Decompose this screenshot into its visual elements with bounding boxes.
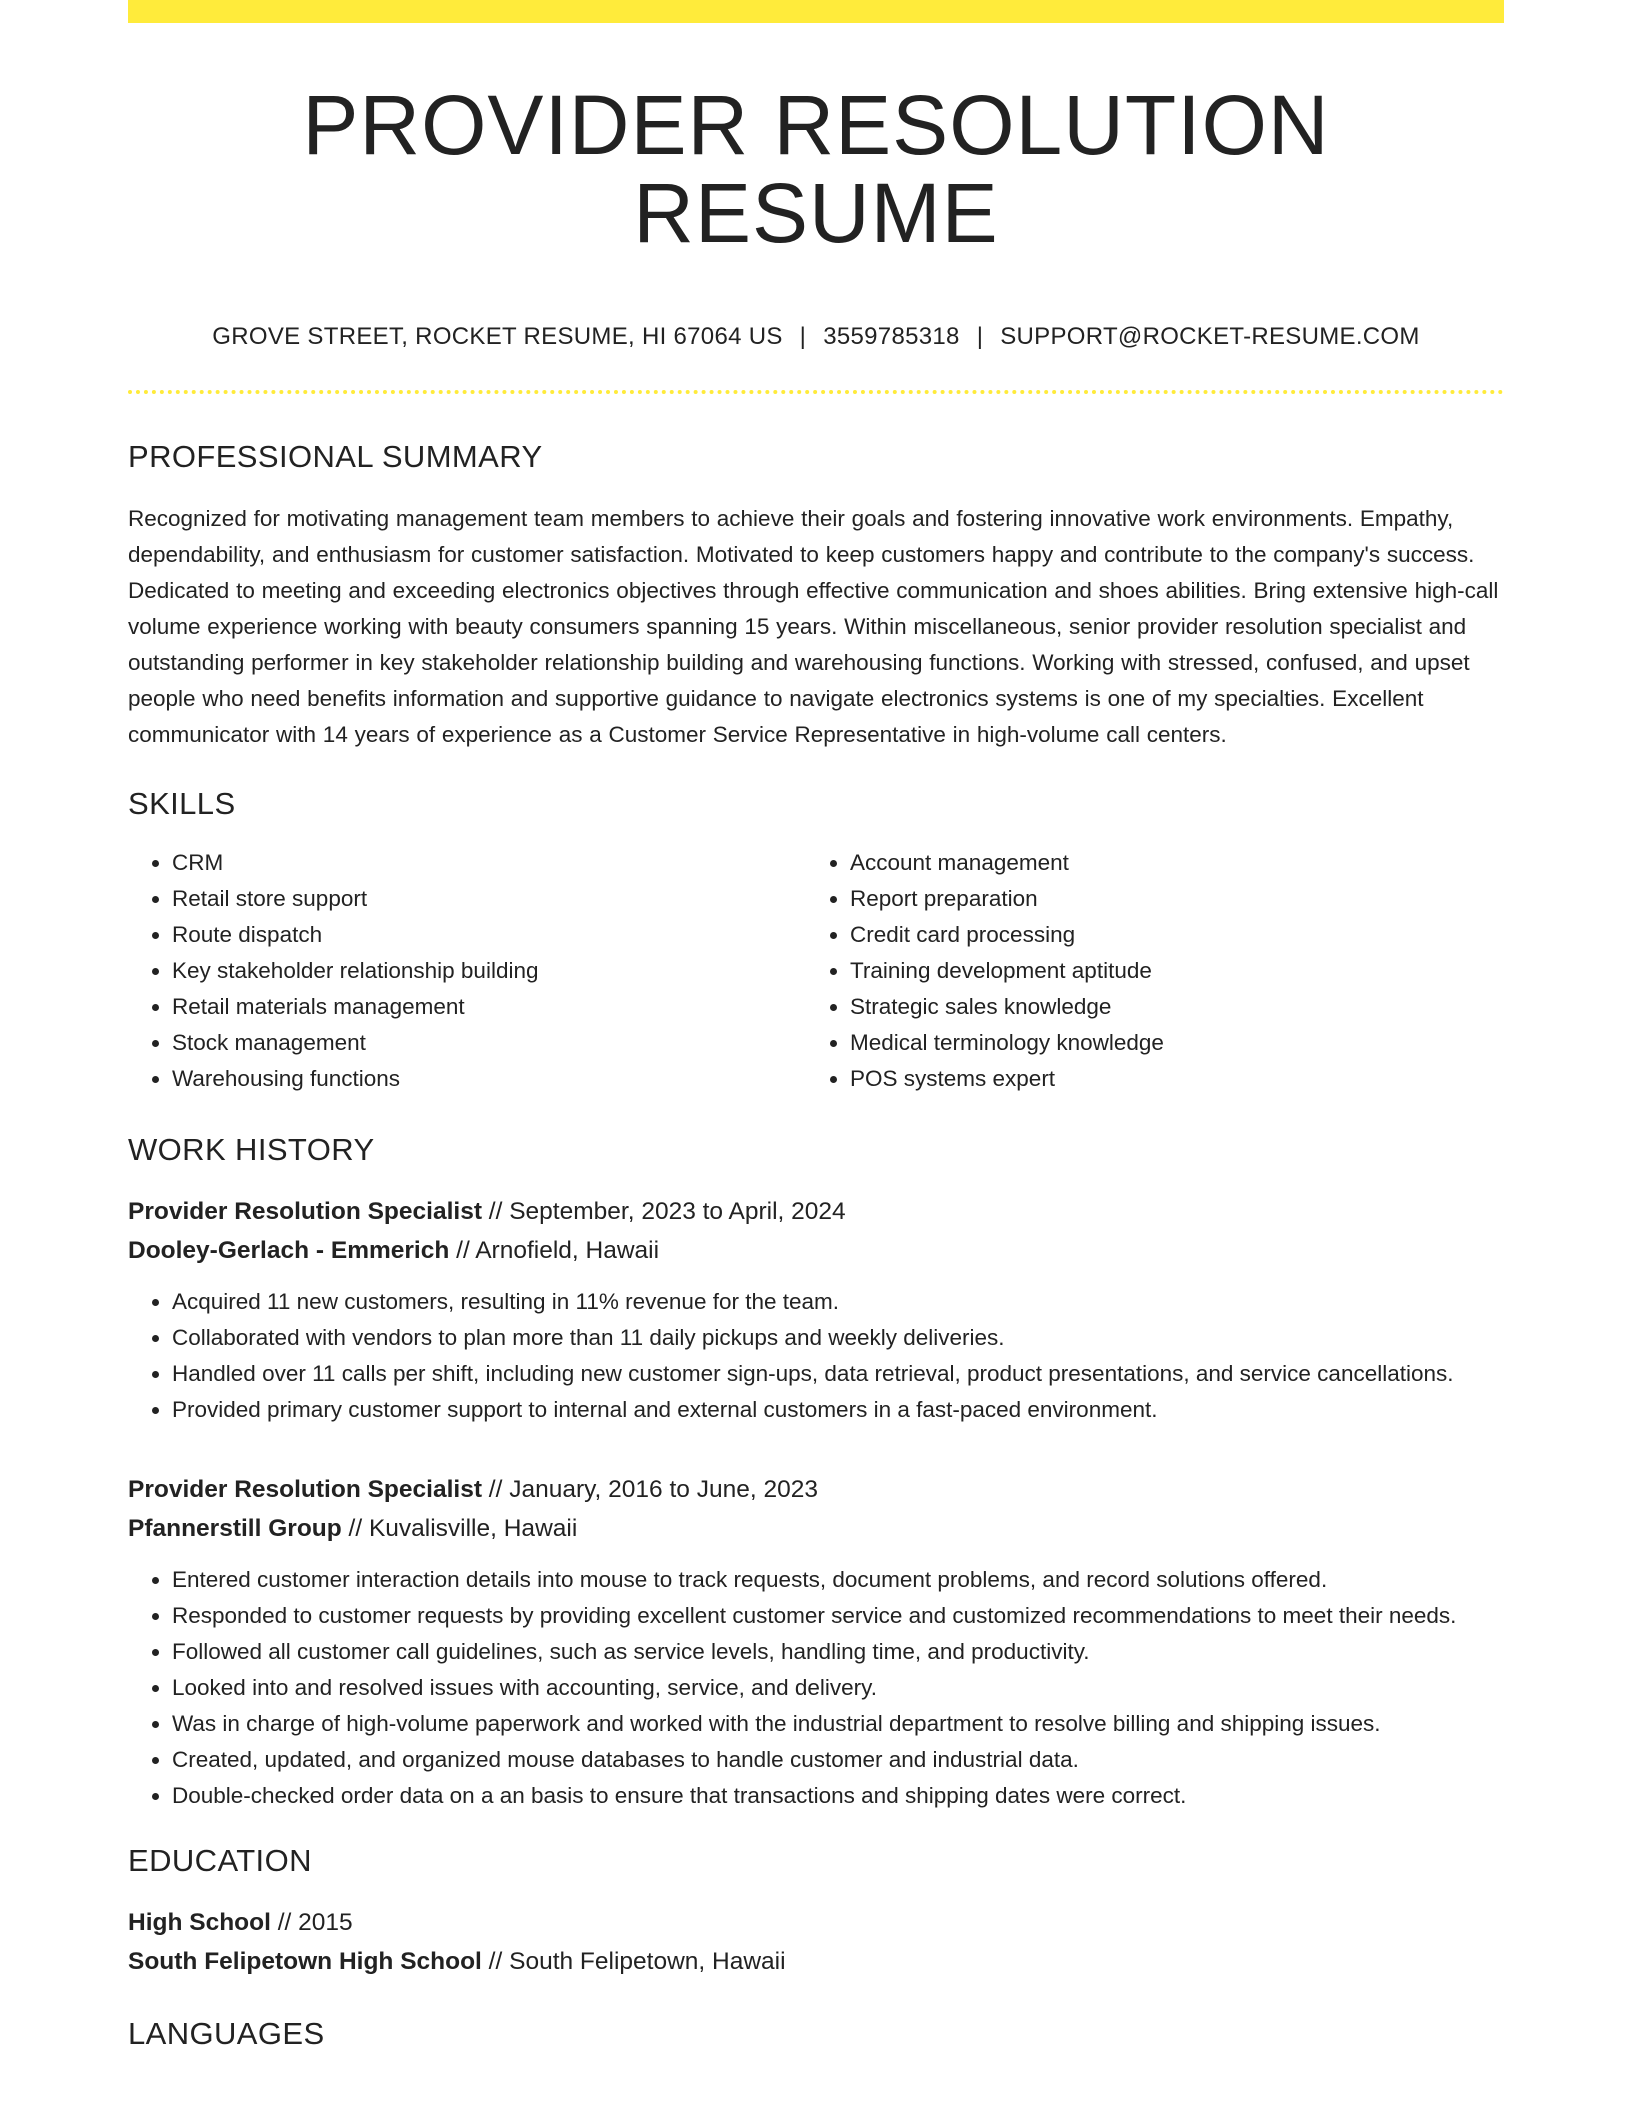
job-company: Pfannerstill Group	[128, 1514, 342, 1542]
dotted-divider	[128, 390, 1504, 394]
skill-item: • Strategic sales knowledge	[850, 989, 1484, 1025]
skill-item: • Account management	[850, 845, 1484, 881]
education-school: South Felipetown High School	[128, 1947, 482, 1975]
job-dates: // September, 2023 to April, 2024	[481, 1197, 846, 1225]
job-company: Dooley-Gerlach - Emmerich	[128, 1236, 450, 1264]
job-location: // Kuvalisville, Hawaii	[341, 1514, 578, 1542]
job-bullet: • Acquired 11 new customers, resulting in 11% revenue for the team.	[172, 1284, 1504, 1320]
education-degree-line	[128, 1903, 1504, 1942]
summary-heading: PROFESSIONAL SUMMARY	[128, 439, 543, 475]
job-dates: // January, 2016 to June, 2023	[481, 1475, 818, 1503]
skill-item: • Retail store support	[172, 881, 806, 917]
education-entry	[128, 1903, 1504, 1981]
education-heading: EDUCATION	[128, 1842, 312, 1878]
skill-item: • Stock management	[172, 1025, 806, 1061]
skill-item: • Route dispatch	[172, 917, 806, 953]
job-entry	[128, 1470, 1504, 1814]
resume-title: PROVIDER RESOLUTION RESUME	[302, 78, 1330, 261]
job-bullet: • Collaborated with vendors to plan more than 11 daily pickups and weekly deliveries.	[172, 1320, 1504, 1356]
job-entry	[128, 1192, 1504, 1428]
job-bullet: • Responded to customer requests by providing excellent customer service and customized recommendations to meet their needs.	[172, 1598, 1504, 1634]
job-title-line	[128, 1192, 1504, 1231]
job-bullet: • Looked into and resolved issues with accounting, service, and delivery.	[172, 1670, 1504, 1706]
resume-page	[128, 0, 1504, 2052]
job-bullet: • Created, updated, and organized mouse databases to handle customer and industrial data.	[172, 1742, 1504, 1778]
skills-list-right	[806, 845, 1484, 1097]
languages-section	[128, 2015, 1504, 2052]
skills-columns	[128, 845, 1504, 1097]
skill-item: • Retail materials management	[172, 989, 806, 1025]
job-title-line	[128, 1470, 1504, 1509]
job-bullets	[128, 1562, 1504, 1814]
contact-separator: |	[976, 323, 984, 351]
work-history-heading: WORK HISTORY	[128, 1131, 375, 1167]
skill-item: • Credit card processing	[850, 917, 1484, 953]
education-year: // 2015	[270, 1908, 353, 1936]
contact-email: SUPPORT@ROCKET-RESUME.COM	[1000, 323, 1420, 351]
job-title: Provider Resolution Specialist	[128, 1475, 482, 1503]
job-company-line	[128, 1231, 1504, 1270]
job-bullet: • Was in charge of high-volume paperwork and worked with the industrial department to resolve billing and shipping issues.	[172, 1706, 1504, 1742]
skill-item: • Warehousing functions	[172, 1061, 806, 1097]
summary-section	[128, 438, 1504, 753]
education-location: // South Felipetown, Hawaii	[481, 1947, 786, 1975]
skill-item: • Training development aptitude	[850, 953, 1484, 989]
contact-separator: |	[799, 323, 807, 351]
contact-phone: 3559785318	[823, 323, 960, 351]
skills-list-left	[128, 845, 806, 1097]
education-school-line	[128, 1942, 1504, 1981]
job-company-line	[128, 1509, 1504, 1548]
job-bullet: • Followed all customer call guidelines, such as service levels, handling time, and productivity.	[172, 1634, 1504, 1670]
languages-heading: LANGUAGES	[128, 2015, 325, 2051]
job-bullet: • Handled over 11 calls per shift, including new customer sign-ups, data retrieval, product presentations, and service cancellations.	[172, 1356, 1504, 1392]
job-bullets	[128, 1284, 1504, 1428]
education-degree: High School	[128, 1908, 271, 1936]
skill-item: • CRM	[172, 845, 806, 881]
skills-heading: SKILLS	[128, 786, 236, 822]
skill-item: • Report preparation	[850, 881, 1484, 917]
job-bullet: • Entered customer interaction details into mouse to track requests, document problems, and record solutions offered.	[172, 1562, 1504, 1598]
job-title: Provider Resolution Specialist	[128, 1197, 482, 1225]
job-bullet: • Double-checked order data on a an basis to ensure that transactions and shipping dates were correct.	[172, 1778, 1504, 1814]
contact-address: GROVE STREET, ROCKET RESUME, HI 67064 US	[212, 323, 783, 351]
skill-item: • POS systems expert	[850, 1061, 1484, 1097]
contact-line	[128, 323, 1504, 352]
accent-top-bar	[128, 0, 1504, 23]
skill-item: • Medical terminology knowledge	[850, 1025, 1484, 1061]
skill-item: • Key stakeholder relationship building	[172, 953, 806, 989]
work-history-section	[128, 1131, 1504, 1814]
job-bullet: • Provided primary customer support to internal and external customers in a fast-paced environment.	[172, 1392, 1504, 1428]
job-location: // Arnofield, Hawaii	[449, 1236, 660, 1264]
summary-text: Recognized for motivating management team members to achieve their goals and fostering innovative work environments. Empathy, dependability, and enthusiasm for customer satisfaction. Motivated to keep customers happy and contribute to the company's success. Dedicated to meeting and exceeding electronics objectives through effective communication and shoes abilities. Bring extensive high-call volume experience working with beauty consumers spanning 15 years. Within miscellaneous, senior provider resolution specialist and outstanding performer in key stakeholder relationship building and warehousing functions. Working with stressed, confused, and upset people who need benefits information and supportive guidance to navigate electronics systems is one of my specialties. Excellent communicator with 14 years of experience as a Customer Service Representative in high-volume call centers.	[128, 506, 1499, 748]
education-section	[128, 1842, 1504, 1981]
skills-section	[128, 785, 1504, 1096]
